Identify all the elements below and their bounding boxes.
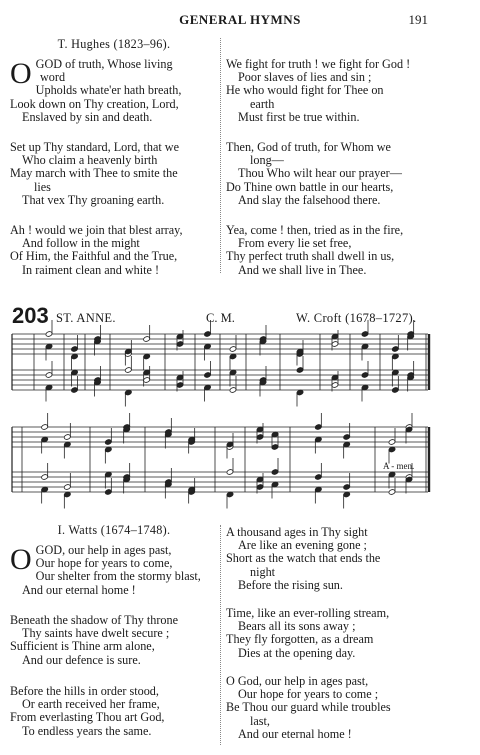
verse-line: Of Him, the Faithful and the True, — [10, 249, 178, 264]
verse-line: earth — [250, 96, 275, 111]
verse-line: And we shall live in Thee. — [238, 262, 367, 277]
verse-line: To endless years the same. — [22, 723, 152, 738]
verse-line: GOD of truth, Whose living — [35, 57, 173, 71]
verse-line: Thy saints have dwelt secure ; — [22, 626, 170, 641]
verse-line: word — [40, 70, 66, 85]
verse-line: Sufficient is Thine arm alone, — [10, 639, 155, 654]
verse-line: Yea, come ! then, tried as in the fire, — [226, 223, 404, 237]
verse-line: night — [250, 564, 276, 579]
verse-line: A thousand ages in Thy sight — [226, 525, 368, 539]
verse-line: Who claim a heavenly birth — [22, 153, 158, 168]
verse-line: Do Thine own battle in our hearts, — [226, 179, 394, 194]
verse-line: And slay the falsehood there. — [238, 192, 381, 207]
verse-line: And our eternal home ! — [238, 726, 352, 741]
verse-line: last, — [250, 713, 270, 728]
verse-line: Before the rising sun. — [238, 577, 343, 592]
hymn-bottom-author: I. Watts (1674–1748). — [57, 523, 171, 537]
tune-name: ST. ANNE. — [56, 311, 116, 325]
verse-line: Thy perfect truth shall dwell in us, — [226, 249, 395, 264]
running-header: GENERAL HYMNS — [179, 12, 301, 27]
hymn-top-author: T. Hughes (1823–96). — [57, 37, 171, 51]
verse-line: Or earth received her frame, — [22, 697, 160, 712]
verse-line: long— — [250, 153, 284, 168]
verse-line: Dies at the opening day. — [238, 645, 356, 660]
verse-line: Thou Who wilt hear our prayer— — [238, 166, 402, 181]
verse-line: Our hope for years to come ; — [238, 687, 379, 702]
verse-line: From every lie set free, — [238, 236, 352, 251]
verse-line: Before the hills in order stood, — [10, 684, 159, 698]
verse-line: Our hope for years to come, — [35, 556, 173, 571]
verse-line: In raiment clean and white ! — [22, 262, 160, 277]
hymn-bottom-left-stanza-3 — [10, 685, 218, 738]
verse-line: And our eternal home ! — [22, 582, 136, 597]
column-divider — [220, 525, 221, 745]
hymn-bottom-left-stanza-1 — [10, 544, 218, 597]
verse-line: Time, like an ever-rolling stream, — [226, 606, 390, 620]
verse-line: lies — [34, 179, 51, 194]
verse-line: Bears all its sons away ; — [238, 619, 356, 634]
verse-line: He who would fight for Thee on — [226, 83, 384, 98]
verse-line: Our shelter from the stormy blast, — [35, 569, 201, 584]
verse-line: Look down on Thy creation, Lord, — [10, 96, 179, 111]
verse-line: We fight for truth ! we fight for God ! — [226, 57, 411, 71]
drop-cap-o: O — [10, 57, 32, 90]
tune-meter: C. M. — [206, 311, 235, 325]
page-number: 191 — [408, 12, 428, 27]
verse-line: Ah ! would we join that blest array, — [10, 223, 183, 237]
verse-line: Be Thou our guard while troubles — [226, 700, 391, 715]
hymn-bottom-right-stanza-1 — [226, 526, 434, 592]
verse-line: O God, our help in ages past, — [226, 674, 369, 688]
verse-line: From everlasting Thou art God, — [10, 710, 165, 725]
hymn-bottom-left-stanza-2 — [10, 614, 218, 667]
tune-composer: W. Croft (1678–1727). — [296, 311, 417, 325]
drop-cap-o: O — [10, 543, 32, 576]
verse-line: Are like an evening gone ; — [238, 538, 367, 553]
verse-line: Must first be true within. — [238, 109, 360, 124]
verse-line: Upholds whate'er hath breath, — [35, 83, 182, 98]
hymn-bottom-right-stanza-3 — [226, 675, 434, 741]
verse-line: Poor slaves of lies and sin ; — [238, 70, 372, 85]
verse-line: And our defence is sure. — [22, 652, 141, 667]
verse-line: Set up Thy standard, Lord, that we — [10, 140, 180, 154]
verse-line: And follow in the might — [22, 236, 140, 251]
verse-line: Short as the watch that ends the — [226, 551, 381, 566]
hymn-number: 203 — [12, 303, 49, 328]
verse-line: Then, God of truth, for Whom we — [226, 140, 391, 154]
amen-lyric: A - men. — [383, 461, 415, 471]
verse-line: GOD, our help in ages past, — [35, 543, 172, 557]
verse-line: Enslaved by sin and death. — [22, 109, 153, 124]
hymn-bottom-right-stanza-2 — [226, 607, 434, 660]
verse-line: They fly forgotten, as a dream — [226, 632, 374, 647]
verse-line: That vex Thy groaning earth. — [22, 192, 165, 207]
verse-line: Beneath the shadow of Thy throne — [10, 613, 178, 627]
verse-line: May march with Thee to smite the — [10, 166, 178, 181]
